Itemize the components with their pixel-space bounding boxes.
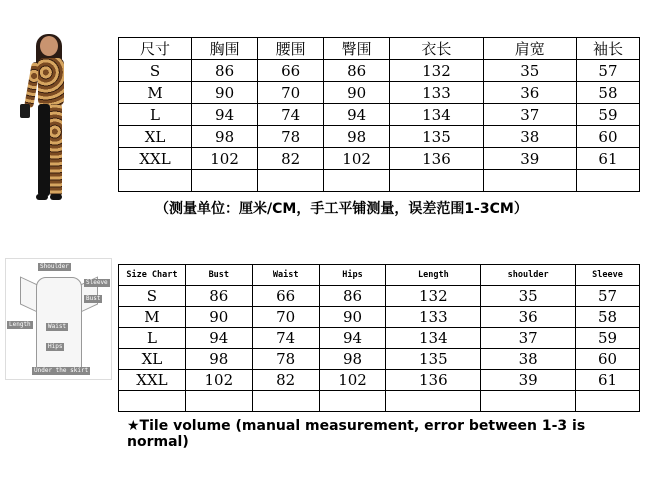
table-cell: 94 xyxy=(185,328,252,349)
table-cell: 59 xyxy=(576,104,639,126)
table-cell: 90 xyxy=(319,307,386,328)
table-row xyxy=(119,126,640,148)
table-cell: 82 xyxy=(252,370,319,391)
table-cell: 135 xyxy=(390,126,483,148)
table-cell: 94 xyxy=(319,328,386,349)
table-cell: XXL xyxy=(119,148,192,170)
model-bag xyxy=(20,104,30,118)
table-cell xyxy=(390,170,483,192)
table-row xyxy=(119,170,640,192)
table-cell: 136 xyxy=(390,148,483,170)
table-cell: 36 xyxy=(483,82,576,104)
table-cell: 86 xyxy=(192,60,258,82)
table-row xyxy=(119,148,640,170)
header-cell: 尺寸 xyxy=(119,38,192,60)
sketch-label-bust: Bust xyxy=(86,295,101,302)
table-cell: 90 xyxy=(324,82,390,104)
table-row xyxy=(119,370,640,391)
table-cell: 37 xyxy=(483,104,576,126)
header-cell: 肩宽 xyxy=(483,38,576,60)
header-cell: 腰围 xyxy=(258,38,324,60)
table-cell: 57 xyxy=(576,60,639,82)
table-row xyxy=(119,349,640,370)
table-cell: 90 xyxy=(185,307,252,328)
measurement-note-cn: （测量单位：厘米/CM，手工平铺测量，误差范围1-3CM） xyxy=(155,201,528,217)
header-cell: 臀围 xyxy=(324,38,390,60)
table-cell: S xyxy=(119,286,186,307)
table-cell xyxy=(483,170,576,192)
table-cell: M xyxy=(119,307,186,328)
sketch-label-under-skirt: Under the skirt xyxy=(34,367,89,374)
table-cell: 102 xyxy=(192,148,258,170)
table-cell: 132 xyxy=(386,286,481,307)
table-cell xyxy=(119,170,192,192)
size-table-cn xyxy=(118,37,640,192)
table-cell: 39 xyxy=(481,370,576,391)
table-cell: 94 xyxy=(324,104,390,126)
table-cell: XL xyxy=(119,126,192,148)
header-cell: Waist xyxy=(252,265,319,286)
table-cell: 58 xyxy=(576,307,640,328)
table-cell: 59 xyxy=(576,328,640,349)
table-cell: 78 xyxy=(258,126,324,148)
table-cell: 60 xyxy=(576,349,640,370)
table-cell xyxy=(481,391,576,412)
table-cell: 60 xyxy=(576,126,639,148)
table-cell: 135 xyxy=(386,349,481,370)
model-photo xyxy=(18,36,80,201)
header-cell: Hips xyxy=(319,265,386,286)
table-row xyxy=(119,104,640,126)
model-head xyxy=(40,36,58,56)
table-cell xyxy=(324,170,390,192)
header-cell: 胸围 xyxy=(192,38,258,60)
header-cell: shoulder xyxy=(481,265,576,286)
table-cell: L xyxy=(119,104,192,126)
table-cell: 82 xyxy=(258,148,324,170)
sketch-label-length: Length xyxy=(9,321,31,328)
table-cell xyxy=(576,391,640,412)
table-cell: 66 xyxy=(252,286,319,307)
table-cell xyxy=(576,170,639,192)
table-cell: 35 xyxy=(481,286,576,307)
table-cell: 70 xyxy=(258,82,324,104)
table-cell: 133 xyxy=(390,82,483,104)
table-cell: 70 xyxy=(252,307,319,328)
sketch-label-sleeve: Sleeve xyxy=(86,279,108,286)
table-cell: 98 xyxy=(324,126,390,148)
table-cell: 57 xyxy=(576,286,640,307)
garment-sketch xyxy=(5,258,112,380)
header-cell: 衣长 xyxy=(390,38,483,60)
table-cell: 134 xyxy=(386,328,481,349)
table-cell: 74 xyxy=(252,328,319,349)
table-cell: 102 xyxy=(324,148,390,170)
table-cell: 36 xyxy=(481,307,576,328)
measurement-note-en: ★Tile volume (manual measurement, error between 1-3 is normal) xyxy=(127,418,586,450)
header-cell: 袖长 xyxy=(576,38,639,60)
table-cell: 61 xyxy=(576,370,640,391)
sketch-label-waist: Waist xyxy=(48,323,67,330)
table-cell xyxy=(319,391,386,412)
table-cell xyxy=(386,391,481,412)
table-cell: 66 xyxy=(258,60,324,82)
table-cell: 98 xyxy=(185,349,252,370)
model-torso xyxy=(38,58,64,106)
sketch-label-shoulder: Shoulder xyxy=(40,263,69,270)
header-cell: Size Chart xyxy=(119,265,186,286)
table-cell: S xyxy=(119,60,192,82)
table-cell xyxy=(119,391,186,412)
table-row xyxy=(119,286,640,307)
table-cell: 90 xyxy=(192,82,258,104)
table-cell: 94 xyxy=(192,104,258,126)
table-row xyxy=(119,391,640,412)
table-cell: 58 xyxy=(576,82,639,104)
table-cell: 37 xyxy=(481,328,576,349)
table-cell: 61 xyxy=(576,148,639,170)
table-cell: 133 xyxy=(386,307,481,328)
table-cell xyxy=(258,170,324,192)
model-leg-left xyxy=(38,104,50,196)
table-cell: 78 xyxy=(252,349,319,370)
table-cell xyxy=(192,170,258,192)
table-cell: M xyxy=(119,82,192,104)
table-cell: 86 xyxy=(319,286,386,307)
table-cell: 39 xyxy=(483,148,576,170)
sketch-label-hips: Hips xyxy=(48,343,63,350)
table-cell: 74 xyxy=(258,104,324,126)
table-cell: 98 xyxy=(319,349,386,370)
model-shoe-left xyxy=(36,194,48,200)
table-cell: 38 xyxy=(483,126,576,148)
table-row xyxy=(119,328,640,349)
table-cell: 134 xyxy=(390,104,483,126)
table-cell: 132 xyxy=(390,60,483,82)
table-cell: 86 xyxy=(324,60,390,82)
table-cell: XL xyxy=(119,349,186,370)
header-cell: Bust xyxy=(185,265,252,286)
model-shoe-right xyxy=(50,194,62,200)
size-table-en xyxy=(118,264,640,412)
table-cell: 102 xyxy=(185,370,252,391)
table-cell: 102 xyxy=(319,370,386,391)
table-cell: 98 xyxy=(192,126,258,148)
table-header-row xyxy=(119,38,640,60)
table-cell xyxy=(252,391,319,412)
table-cell: L xyxy=(119,328,186,349)
table-row xyxy=(119,307,640,328)
table-row xyxy=(119,82,640,104)
table-row xyxy=(119,60,640,82)
header-cell: Length xyxy=(386,265,481,286)
table-cell xyxy=(185,391,252,412)
table-cell: 86 xyxy=(185,286,252,307)
header-cell: Sleeve xyxy=(576,265,640,286)
table-cell: 35 xyxy=(483,60,576,82)
model-leg-right xyxy=(50,104,62,196)
table-cell: 136 xyxy=(386,370,481,391)
table-header-row xyxy=(119,265,640,286)
table-cell: 38 xyxy=(481,349,576,370)
table-cell: XXL xyxy=(119,370,186,391)
